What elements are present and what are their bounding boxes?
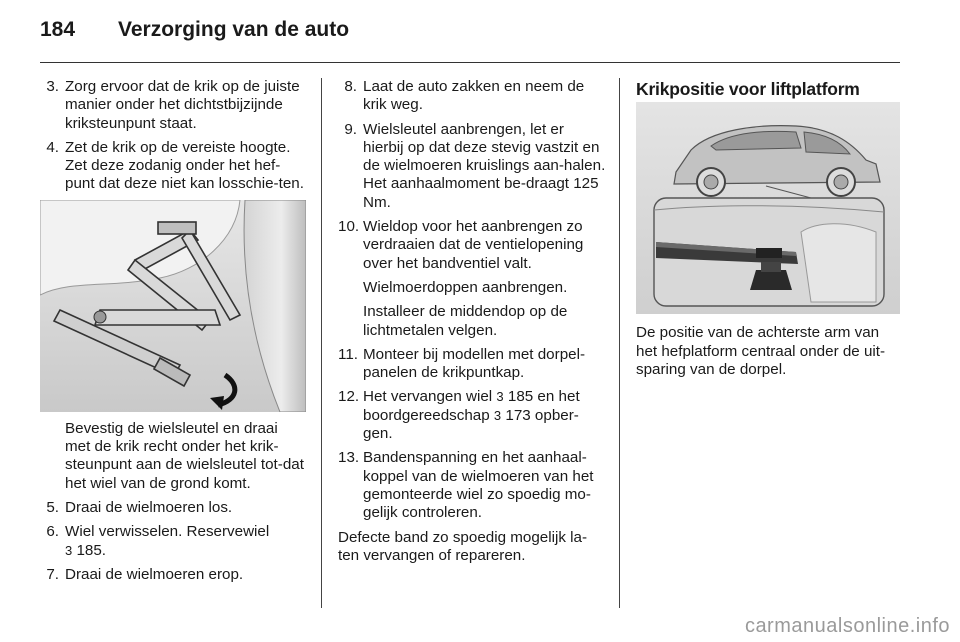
page-header xyxy=(40,18,349,48)
steps-list-c xyxy=(338,78,606,273)
closing-paragraph: Defecte band zo spoedig mogelijk la-ten vervangen of repareren. xyxy=(338,528,588,564)
header-rule xyxy=(40,62,900,63)
step-10: 10. Wieldop voor het aanbrengen zo verdraaien dat de ventielopening over het bandventiel valt. xyxy=(338,218,584,272)
watermark: carmanualsonline.info xyxy=(744,615,950,637)
steps-list-d xyxy=(338,346,606,523)
step-11: 11. Monteer bij modellen met dorpel-panelen de krikpuntkap. xyxy=(338,345,586,382)
step-12: 12. Het vervangen wiel 3 185 en het boordgereedschap 3 173 opber-gen. xyxy=(338,388,580,443)
section-title: Krikpositie voor liftplatform xyxy=(636,79,860,99)
steps-list-a xyxy=(40,78,306,194)
step-8: 8. Laat de auto zakken en neem de krik weg. xyxy=(344,78,585,114)
lift-platform-illustration xyxy=(636,102,900,314)
jack-illustration xyxy=(40,200,306,412)
step-9: 9. Wielsleutel aanbrengen, let er hierbij op dat deze stevig vastzit en de wielmoeren kruislings aan-halen. Het aanhaalmoment be-draagt 125 Nm. xyxy=(344,120,606,211)
sub-paragraph-2: Installeer de middendop op de lichtmetalen velgen. xyxy=(363,303,568,339)
xref-page[interactable]: 173 opber-gen. xyxy=(363,406,579,443)
figure-caption: De positie van de achterste arm van het hefplatform centraal onder de uit-sparing van de dorpel. xyxy=(636,324,886,378)
step-6: 6. Wiel verwisselen. Reservewiel 3 185. xyxy=(46,523,270,559)
xref-arrow-icon: 3 xyxy=(493,407,502,423)
step-4: 4. Zet de krik op de vereiste hoogte. Zet deze zodanig onder het hef-punt dat deze niet kan losschie-ten. xyxy=(46,138,304,193)
xref-page[interactable]: 185 en het boordgereedschap xyxy=(363,388,580,424)
step-7: 7. Draai de wielmoeren erop. xyxy=(46,565,244,583)
column-2 xyxy=(338,78,606,571)
column-divider-1 xyxy=(321,78,322,608)
step-13: 13. Bandenspanning en het aanhaal-koppel van de wielmoeren van het gemonteerde wiel zo spoedig mo-gelijk controleren. xyxy=(338,449,594,522)
step-3: 3. Zorg ervoor dat de krik op de juiste manier onder het dichtstbijzijnde kriksteunpunt staat. xyxy=(46,78,300,132)
column-1 xyxy=(40,78,306,590)
step-5: 5. Draai de wielmoeren los. xyxy=(46,498,233,516)
figure-note: Bevestig de wielsleutel en draai met de krik recht onder het krik-steunpunt aan de wielsleutel tot-dat het wiel van de grond komt. xyxy=(65,419,304,492)
xref-page[interactable]: 185. xyxy=(76,541,107,559)
column-3 xyxy=(636,78,904,385)
column-divider-2 xyxy=(619,78,620,608)
sub-paragraph-1: Wielmoerdoppen aanbrengen. xyxy=(363,278,568,296)
page-title: Verzorging van de auto xyxy=(118,18,350,41)
steps-list-b xyxy=(40,499,306,584)
xref-arrow-icon: 3 xyxy=(496,389,504,405)
page-number: 184 xyxy=(40,18,76,41)
xref-arrow-icon: 3 xyxy=(65,542,73,558)
